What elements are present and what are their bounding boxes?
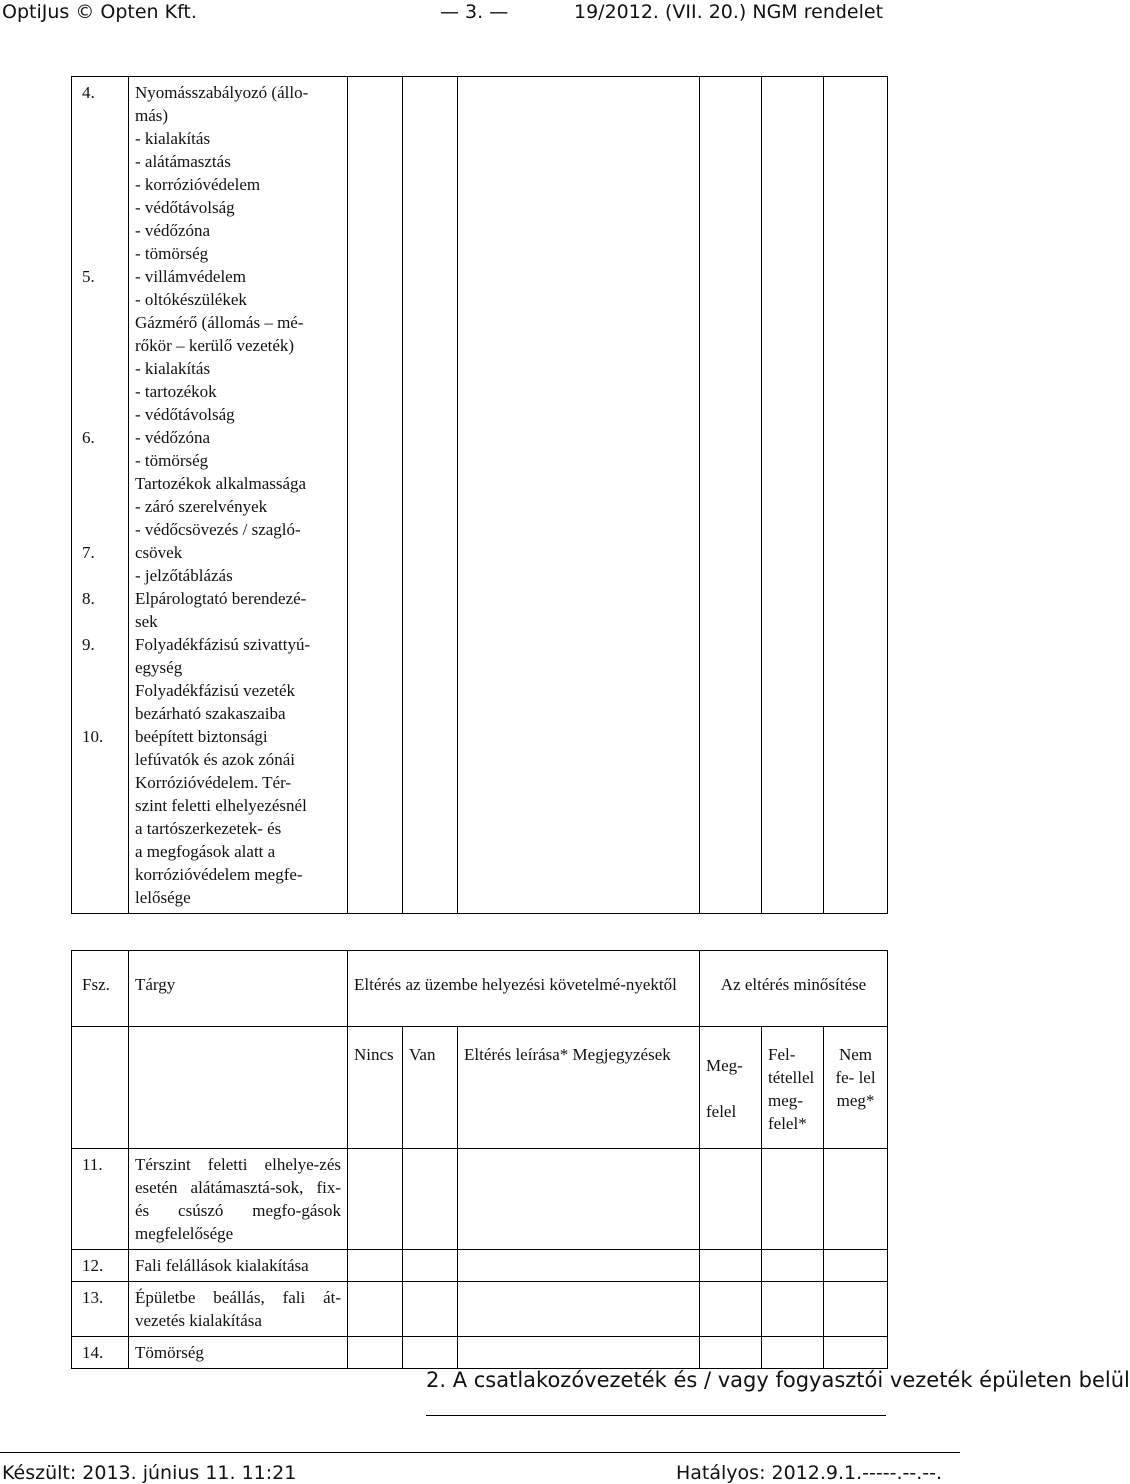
section-divider (426, 1415, 886, 1416)
row-subject: Fali felállások kialakítása (129, 1250, 348, 1282)
row-number: 5. (82, 267, 95, 286)
feltetellel-header: Fel- tétellel meg- felel* (762, 1027, 824, 1149)
empty-cell (762, 1282, 824, 1337)
empty-cell (348, 1282, 403, 1337)
subject-line: korrózióvédelem megfe- (135, 865, 303, 884)
empty-cell (458, 1282, 700, 1337)
subject-line: - kialakítás (135, 129, 211, 148)
leiras-cell (458, 77, 700, 914)
subject-line: - oltókészülékek (135, 290, 247, 309)
header-right: 19/2012. (VII. 20.) NGM rendelet (574, 1, 884, 23)
subject-line: - alátámasztás (135, 152, 231, 171)
subject-line: - védőzóna (135, 428, 211, 447)
row-number: 7. (82, 543, 95, 562)
targy-header: Tárgy (129, 951, 348, 1027)
empty-cell (700, 1282, 762, 1337)
subject-line: - jelzőtáblázás (135, 566, 233, 585)
header-left: OptiJus © Opten Kft. (2, 1, 197, 23)
row-subject: Térszint feletti elhelye-zés esetén alátámasztá-sok, fix- és csúszó megfo-gások megfelelősége (129, 1149, 348, 1250)
subject-line: Folyadékfázisú szivattyú- (135, 635, 311, 654)
subject-line: - villámvédelem (135, 267, 246, 286)
row-number: 12. (72, 1250, 129, 1282)
subject-line: - záró szerelvények (135, 497, 268, 516)
empty-cell (458, 1250, 700, 1282)
subject-line: szint feletti elhelyezésnél (135, 796, 307, 815)
row-number: 4. (82, 83, 95, 102)
subject-line: más) (135, 106, 169, 125)
table-row (72, 1337, 888, 1369)
elteres-header: Eltérés az üzembe helyezési követelmé-nyektől (348, 951, 700, 1027)
megfelel-header: Meg- felel (700, 1027, 762, 1149)
empty-cell (824, 1337, 888, 1369)
section-heading: 2. A csatlakozóvezeték és / vagy fogyasztói vezeték épületen belül (426, 1368, 1130, 1392)
checklist-table-continued (71, 76, 888, 914)
subject-line: lelősége (135, 888, 191, 907)
row-number: 10. (82, 727, 104, 746)
row-subject: Épületbe beállás, fali át-vezetés kialakítása (129, 1282, 348, 1337)
empty-cell (700, 1250, 762, 1282)
subject-line: rőkör – kerülő vezeték) (135, 336, 295, 355)
nincs-header: Nincs (348, 1027, 403, 1149)
subject-line: a tartószerkezetek- és (135, 819, 282, 838)
empty-cell (700, 1337, 762, 1369)
footer-effective: Hatályos: 2012.9.1.-----.--.--. (676, 1462, 942, 1484)
empty-cell (762, 1250, 824, 1282)
table2-header-row (72, 951, 888, 1027)
empty-cell (348, 1149, 403, 1250)
subject-line: a megfogások alatt a (135, 842, 276, 861)
subject-line: sek (135, 612, 158, 631)
leiras-header: Eltérés leírása* Megjegyzések (458, 1027, 700, 1149)
table2-subheader-row (72, 1027, 888, 1149)
empty-cell (824, 1282, 888, 1337)
subject-line: Korrózióvédelem. Tér- (135, 773, 292, 792)
subject-line: beépített biztonsági (135, 727, 268, 746)
nem-cell (824, 77, 888, 914)
empty-cell (700, 1149, 762, 1250)
table-row (72, 1149, 888, 1250)
subject-line: - kialakítás (135, 359, 211, 378)
empty-cell (458, 1337, 700, 1369)
empty-cell (403, 1337, 458, 1369)
empty-cell (762, 1337, 824, 1369)
subject-line: lefúvatók és azok zónái (135, 750, 296, 769)
empty-cell (348, 1250, 403, 1282)
row-number: 13. (72, 1282, 129, 1337)
subject-cell (129, 77, 348, 914)
row-number: 8. (82, 589, 95, 608)
row-number: 6. (82, 428, 95, 447)
empty-cell (129, 1027, 348, 1149)
minosites-header: Az eltérés minősítése (700, 951, 888, 1027)
fsz-header: Fsz. (72, 951, 129, 1027)
subject-line: Folyadékfázisú vezeték (135, 681, 296, 700)
table-row (72, 1250, 888, 1282)
subject-line: - korrózióvédelem (135, 175, 261, 194)
row-number: 14. (72, 1337, 129, 1369)
table1-row (72, 77, 888, 914)
footer-divider (0, 1452, 960, 1453)
header-center: — 3. — (440, 1, 509, 23)
empty-cell (403, 1250, 458, 1282)
subject-line: Gázmérő (állomás – mé- (135, 313, 304, 332)
subject-line: csövek (135, 543, 183, 562)
feltetellel-cell (762, 77, 824, 914)
table-row (72, 1282, 888, 1337)
subject-line: - védőtávolság (135, 198, 235, 217)
subject-line: bezárható szakaszaiba (135, 704, 286, 723)
page-footer (0, 1460, 960, 1484)
page-header (0, 0, 960, 26)
row-number: 9. (82, 635, 95, 654)
subject-line: Nyomásszabályozó (állo- (135, 83, 309, 102)
empty-cell (458, 1149, 700, 1250)
checklist-table (71, 950, 888, 1369)
subject-line: - védőcsövezés / szagló- (135, 520, 301, 539)
subject-line: - védőtávolság (135, 405, 235, 424)
subject-line: egység (135, 658, 183, 677)
subject-line: - tömörség (135, 451, 209, 470)
empty-cell (824, 1250, 888, 1282)
row-number: 11. (72, 1149, 129, 1250)
subject-line: Tartozékok alkalmassága (135, 474, 307, 493)
empty-cell (403, 1282, 458, 1337)
footer-created: Készült: 2013. június 11. 11:21 (2, 1462, 297, 1484)
subject-line: Elpárologtató berendezé- (135, 589, 307, 608)
megfelel-cell (700, 77, 762, 914)
nincs-cell (348, 77, 403, 914)
empty-cell (72, 1027, 129, 1149)
van-header: Van (403, 1027, 458, 1149)
van-cell (403, 77, 458, 914)
empty-cell (824, 1149, 888, 1250)
empty-cell (348, 1337, 403, 1369)
subject-line: - védőzóna (135, 221, 211, 240)
nem-header: Nem fe- lel meg* (824, 1027, 888, 1149)
subject-line: - tömörség (135, 244, 209, 263)
row-subject: Tömörség (129, 1337, 348, 1369)
subject-line: - tartozékok (135, 382, 217, 401)
empty-cell (403, 1149, 458, 1250)
row-number-cell (72, 77, 129, 914)
empty-cell (762, 1149, 824, 1250)
